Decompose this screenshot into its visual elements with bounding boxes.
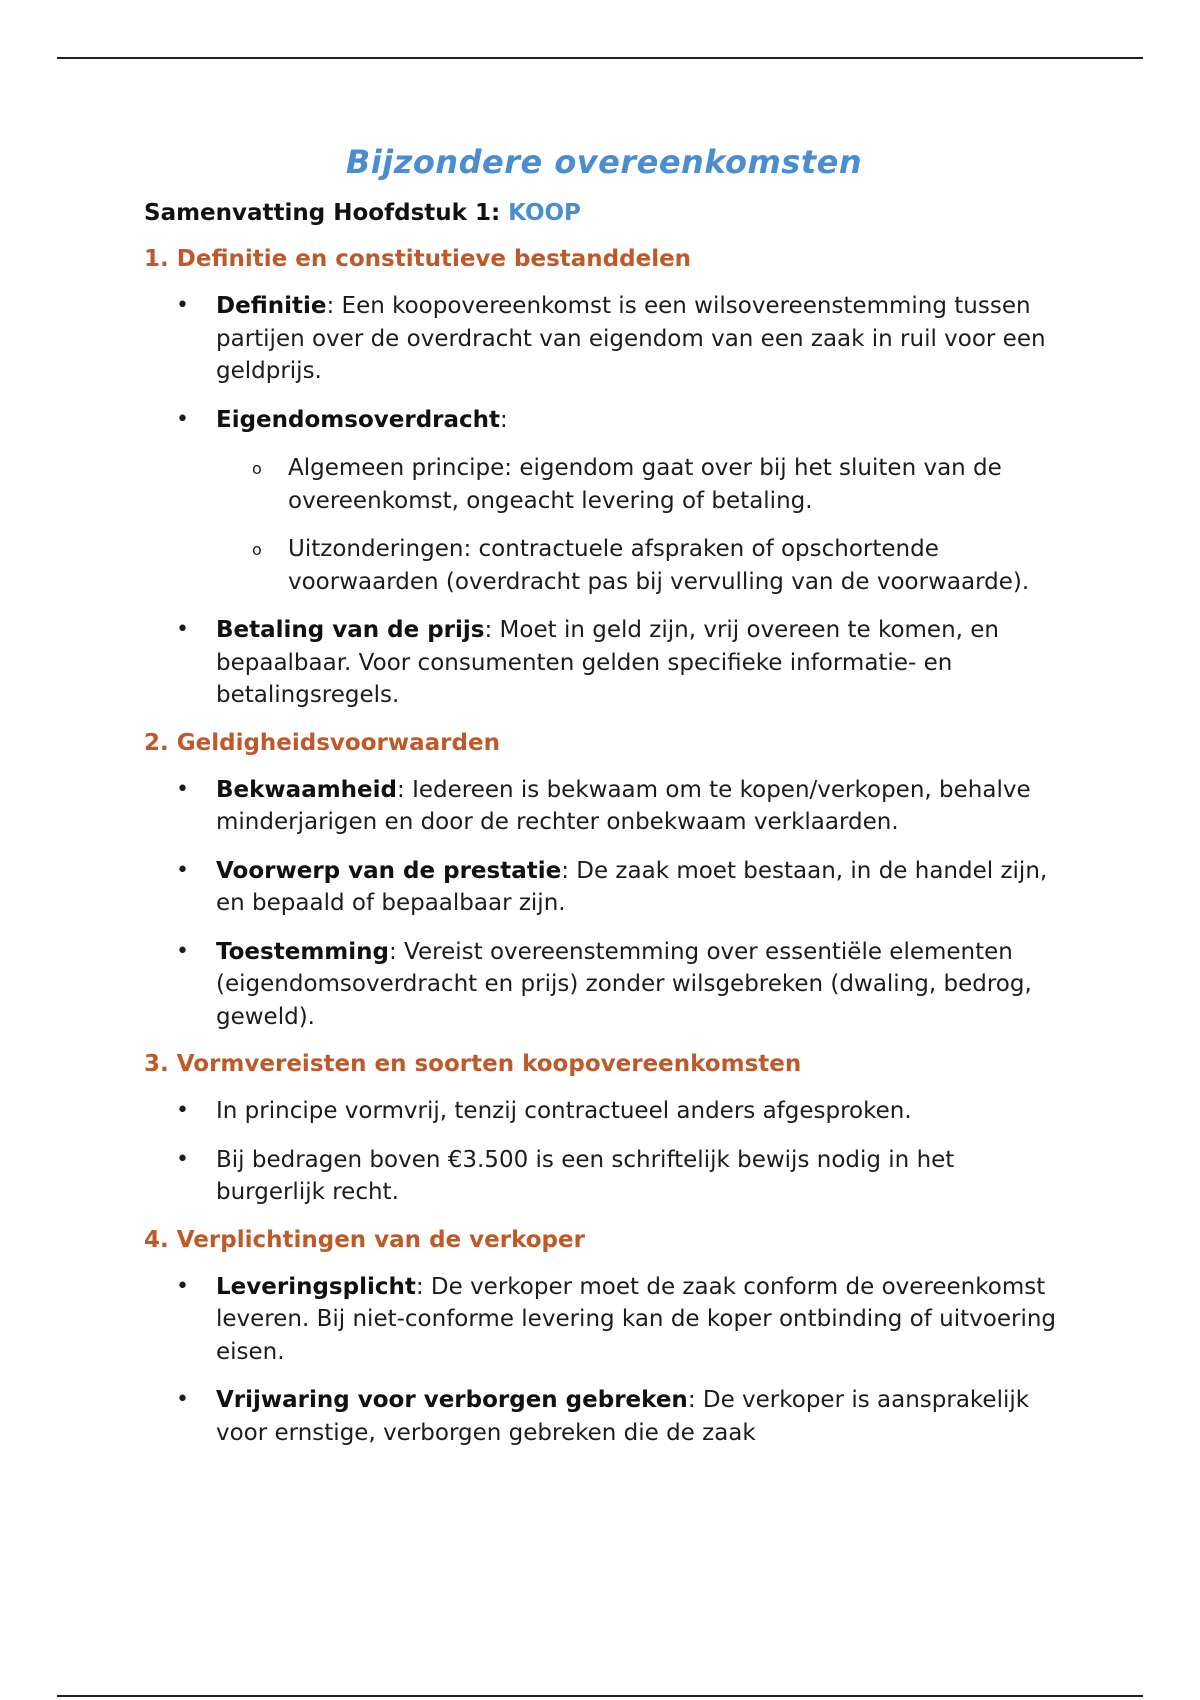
list-item bbox=[144, 1384, 1064, 1449]
list-item: • In principe vormvrij, tenzij contractueel anders afgesproken. bbox=[144, 1095, 1064, 1128]
bullet-list bbox=[144, 290, 1064, 436]
bullet-list bbox=[144, 1095, 1064, 1209]
list-item: • Bij bedragen boven €3.500 is een schriftelijk bewijs nodig in het burgerlijk recht. bbox=[144, 1144, 1064, 1209]
term: Definitie bbox=[216, 293, 327, 319]
document-page bbox=[144, 138, 1064, 1449]
term: Bekwaamheid bbox=[216, 776, 398, 803]
section-heading: 1. Definitie en constitutieve bestanddelen bbox=[144, 246, 692, 272]
sub-list-item: o Uitzonderingen: contractuele afspraken of opschortende voorwaarden (overdracht pas bij vervulling van de voorwaarde). bbox=[144, 533, 1064, 598]
term: Vrijwaring voor verborgen gebreken bbox=[216, 1387, 688, 1413]
section-heading: 2. Geldigheidsvoorwaarden bbox=[144, 729, 500, 756]
sub-list-item: o Algemeen principe: eigendom gaat over bij het sluiten van de overeenkomst, ongeacht levering of betaling. bbox=[144, 452, 1064, 517]
list-item bbox=[144, 404, 1064, 437]
subtitle-accent: KOOP bbox=[508, 200, 581, 226]
bullet-list bbox=[144, 614, 1064, 712]
list-item bbox=[144, 614, 1064, 712]
item-text: : Vereist overeenstemming over essentiële elementen (eigendomsoverdracht en prijs) zonder wilsgebreken (dwaling, bedrog, geweld). bbox=[216, 938, 1032, 1030]
section-heading: 4. Verplichtingen van de verkoper bbox=[144, 1226, 585, 1253]
list-item bbox=[144, 290, 1064, 388]
bullet-list bbox=[144, 1271, 1064, 1450]
term: Eigendomsoverdracht bbox=[216, 406, 501, 433]
term: Leveringsplicht bbox=[216, 1273, 416, 1300]
term: Voorwerp van de prestatie bbox=[216, 857, 562, 884]
item-text: : Iedereen is bekwaam om te kopen/verkopen, behalve minderjarigen en door de rechter onbekwaam verklaarden. bbox=[216, 776, 1031, 835]
item-text: : Een koopovereenkomst is een wilsovereenstemming tussen partijen over de overdracht van eigendom van een zaak in ruil voor een geldprijs. bbox=[216, 293, 1046, 384]
sub-bullet-list bbox=[144, 452, 1064, 598]
bottom-rule bbox=[57, 1695, 1143, 1697]
list-item bbox=[144, 936, 1064, 1034]
item-text: : bbox=[500, 406, 508, 433]
list-item bbox=[144, 855, 1064, 920]
list-item bbox=[144, 1271, 1064, 1369]
top-rule bbox=[57, 57, 1143, 59]
term: Betaling van de prijs bbox=[216, 617, 485, 643]
bullet-list bbox=[144, 774, 1064, 1034]
item-text: : Moet in geld zijn, vrij overeen te komen, en bepaalbaar. Voor consumenten gelden specifieke informatie- en betalingsregels. bbox=[216, 617, 1000, 708]
document-title: Bijzondere overeenkomsten bbox=[345, 143, 863, 181]
section-heading: 3. Vormvereisten en soorten koopovereenkomsten bbox=[144, 1051, 802, 1077]
item-text: : De verkoper is aansprakelijk voor ernstige, verborgen gebreken die de zaak bbox=[216, 1387, 1030, 1446]
item-text: : De verkoper moet de zaak conform de overeenkomst leveren. Bij niet-conforme levering kan de koper ontbinding of uitvoering eisen. bbox=[216, 1273, 1057, 1365]
item-text: : De zaak moet bestaan, in de handel zijn, en bepaald of bepaalbaar zijn. bbox=[216, 857, 1048, 916]
term: Toestemming bbox=[216, 938, 389, 965]
chapter-subtitle bbox=[144, 198, 1064, 228]
list-item bbox=[144, 774, 1064, 839]
subtitle-prefix: Samenvatting Hoofdstuk 1: bbox=[144, 200, 509, 226]
